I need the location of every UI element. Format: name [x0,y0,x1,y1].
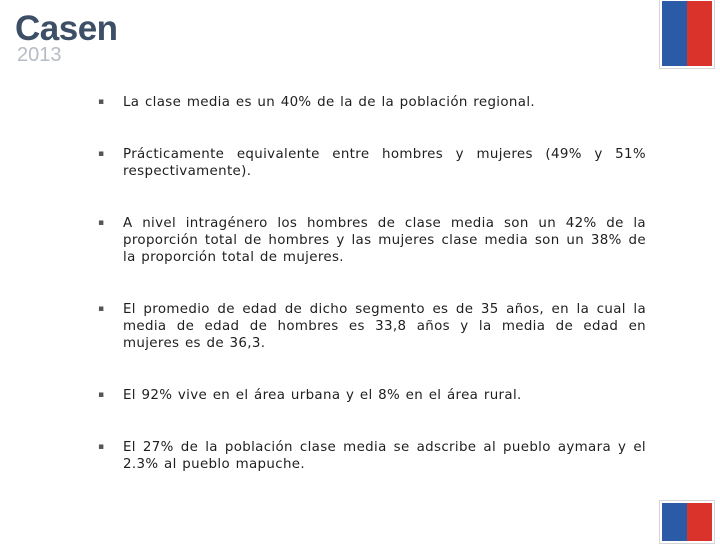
bullet-text: El promedio de edad de dicho segmento es de 35 años, en la cual la media de edad de hombres es 33,8 años y la media de edad en mujeres es de 36,3. [123,302,646,351]
logo-word: Casen [15,9,118,48]
bullet-text: A nivel intragénero los hombres de clase media son un 42% de la proporción total de hombres y las mujeres clase media son un 38% de la proporción total de mujeres. [123,216,646,265]
flag-top-decoration [659,0,715,69]
casen-logo [15,10,118,65]
list-item [98,146,646,180]
bullet-marker: ▪ [98,97,105,107]
bullet-marker: ▪ [98,390,105,400]
list-item [98,301,646,352]
bullet-text: Prácticamente equivalente entre hombres y mujeres (49% y 51% respectivamente). [123,147,646,179]
bullet-text: La clase media es un 40% de la de la población regional. [123,95,535,110]
list-item [98,215,646,266]
flag-blue-stripe [662,503,687,541]
bullet-list [98,94,646,473]
bullet-marker: ▪ [98,304,105,314]
bullet-marker: ▪ [98,442,105,452]
bullet-text: El 92% vive en el área urbana y el 8% en el área rural. [123,388,522,403]
flag-blue-stripe [662,1,687,66]
list-item [98,439,646,473]
flag-bottom-decoration [659,500,715,544]
logo-year: 2013 [17,44,62,66]
list-item [98,387,646,404]
bullet-marker: ▪ [98,149,105,159]
list-item [98,94,646,111]
flag-red-stripe [687,503,712,541]
flag-red-stripe [687,1,712,66]
bullet-marker: ▪ [98,218,105,228]
bullet-text: El 27% de la población clase media se adscribe al pueblo aymara y el 2.3% al pueblo mapuche. [123,440,646,472]
